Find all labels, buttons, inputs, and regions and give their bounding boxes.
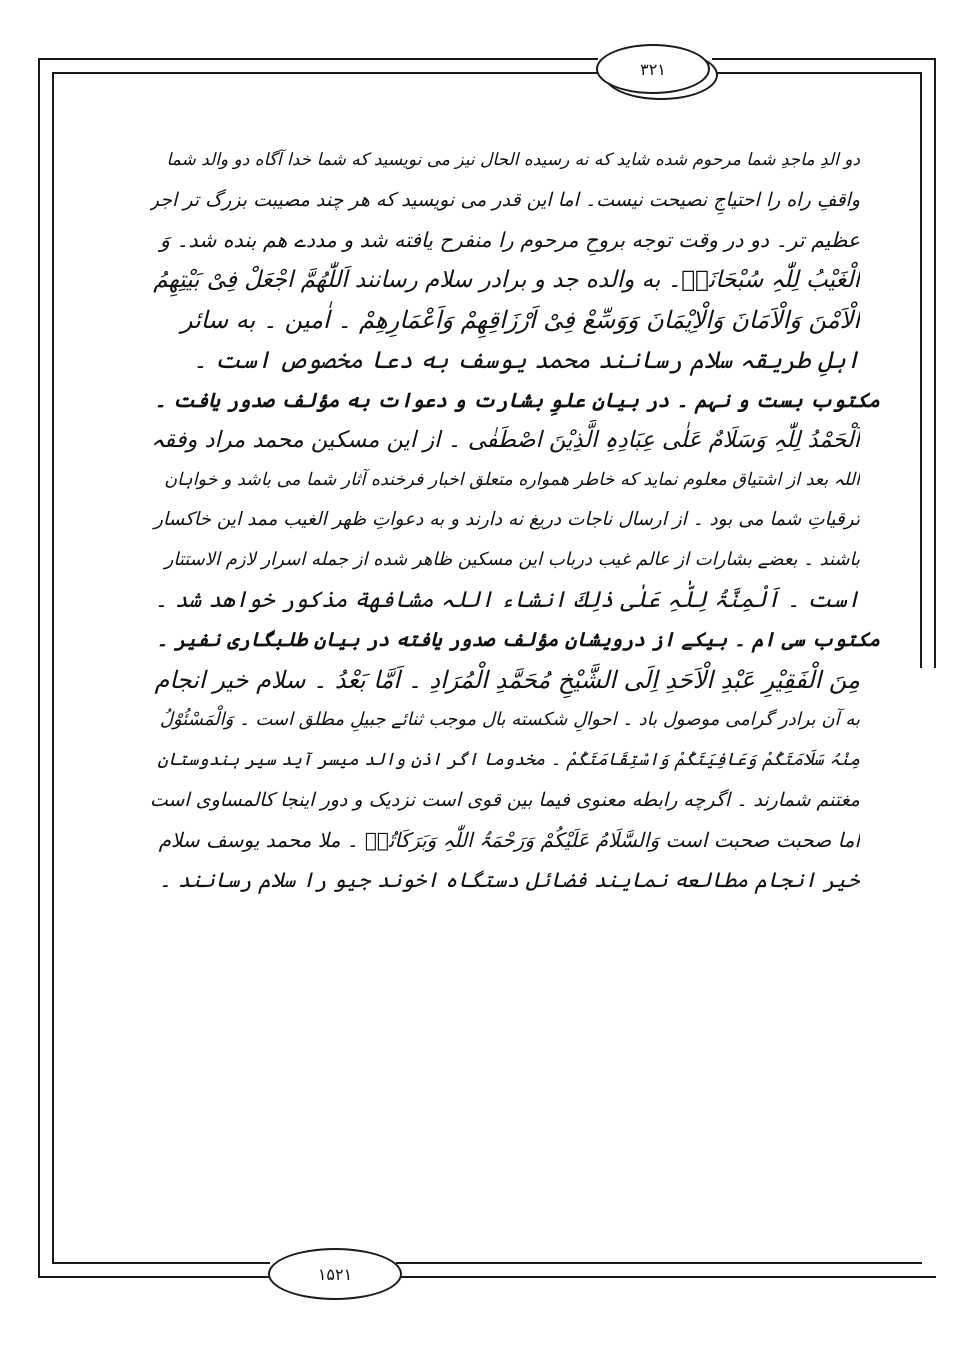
text-line: الْاَمْنَ وَالْاَمَانَ وَالْاِیْمَانَ وَوَسِّعْ فِیْ اَرْزَاقِھِمْ وَاَعْمَارِھِمْ ۔ اٰمین ۔ به سائر — [180, 306, 860, 334]
bottom-page-number-text: ۱۵۲۱ — [317, 1264, 353, 1284]
frame-bottom-right-outer — [396, 1276, 936, 1278]
text-line: الْغَیْبُ لِلّٰہِ سُبْحَانَہٗ۔ به والده جد و برادر سلام رسانند اَللّٰھُمَّ اجْعَلْ فِیْ بَیْتِھِمُ — [153, 267, 860, 293]
frame-top-right-outer — [712, 58, 934, 60]
text-line: اَلْحَمْدُ لِلّٰہِ وَسَلَامٌ عَلٰی عِبَادِہِ الَّذِیْنَ اصْطَفٰی ۔ از این مسکین محمد مراد وفقہ — [151, 427, 860, 453]
text-line: اہلِ طریقہ سلام رسانند محمد یوسف به دعا مخصوص است ۔ — [193, 346, 860, 374]
text-line: اللہ بعد از اشتیاق معلوم نماید که خاطر همواره متعلق اخبار فرخنده آثار شما می باشد و خواہان — [164, 470, 860, 490]
bottom-page-number — [268, 1248, 402, 1300]
text-line: ترقیاتِ شما می بود ۔ از ارسال ناجات دریغ نه دارند و به دعواتِ ظهر الغیب ممد این خاکسار — [154, 509, 860, 530]
text-line: است ۔ اَلْمِنَّۃُ لِلّٰہِ عَلٰی ذٰلِكَ انشاء اللہ مشافهة مذکور خواهد شد ۔ — [154, 587, 860, 613]
frame-top-right-inner — [712, 72, 920, 74]
text-line: خیر انجام مطالعه نمایند فضائل دستگاه اخوند جیو را سلام رسانند ۔ — [159, 868, 860, 892]
text-line: اما صحبت صحبت است وَالسَّلَامُ عَلَیْکُمْ وَرَحْمَۃُ اللّٰہِ وَبَرَکَاتُہٗ ۔ ملا محمد یوسف سلام — [158, 828, 860, 852]
text-line: باشند ۔ بعضے بشارات از عالم غیب درباب این مسکین ظاهر شده از جمله اسرار لازم الاستتار — [164, 549, 860, 570]
letter-text — [150, 140, 880, 900]
frame-left-outer — [38, 58, 40, 1276]
frame-right-outer — [934, 58, 936, 668]
letter-heading: مکتوب بست و نہم ۔ در بیانِ علوِ بشارت و دعوات به مؤلف صدور یافت ۔ — [154, 388, 880, 412]
text-line: مغتنم شمارند ۔ اگرچه رابطه معنوی فیما بین قوی است نزدیک و دور اینجا کالمساوی است — [150, 789, 860, 811]
letter-heading: مکتوب سی ام ۔ بیکے از درویشان مؤلف صدور یافته در بیان طلبگاری نفیر ۔ — [156, 628, 880, 651]
text-line: مِنْہُ سَلَامَتَکُمْ وَعَافِیَتَکُمْ وَاسْتِقَامَتَکُمْ ۔ مخدوما اگر اذنِ والد میسر آید سیر ہندوستان — [157, 750, 860, 770]
frame-right-inner — [920, 72, 922, 668]
text-line: دو الدِ ماجدِ شما مرحوم شده شاید که نه رسیده الحال نیز می نویسید که شما خدا آگاه دو والد شما — [166, 150, 860, 170]
frame-bottom-outer — [38, 1276, 270, 1278]
frame-top-outer — [38, 58, 598, 60]
frame-bottom-right-inner — [396, 1262, 922, 1264]
top-page-number — [596, 44, 710, 94]
text-line: واقفِ راه را احتیاجِ نصیحت نیست۔ اما این قدر می نویسید که هر چند مصیبت بزرگ تر اجر — [150, 189, 860, 211]
text-line: مِنَ الْفَقِیْرِ عَبْدِ الْاَحَدِ اِلَی الشَّیْخِ مُحَمَّدِ الْمُرَادِ ۔ اَمَّا بَعْدُ ۔ سلام خیر انجام — [154, 666, 860, 694]
frame-top-inner — [52, 72, 598, 74]
frame-bottom-inner — [52, 1262, 270, 1264]
text-line: به آن برادر گرامی موصول باد ۔ احوالِ شکسته بال موجب ثنائے جبیلِ مطلق است ۔ وَالْمَسْئُوْلُ — [159, 709, 860, 730]
top-page-number-text: ۳۲۱ — [640, 59, 666, 79]
frame-left-inner — [52, 72, 54, 1262]
text-line: عظیم تر۔ دو در وقت توجه بروحِ مرحوم را منفرح یافته شد و مددے هم بنده شد۔ وَ — [160, 228, 860, 252]
